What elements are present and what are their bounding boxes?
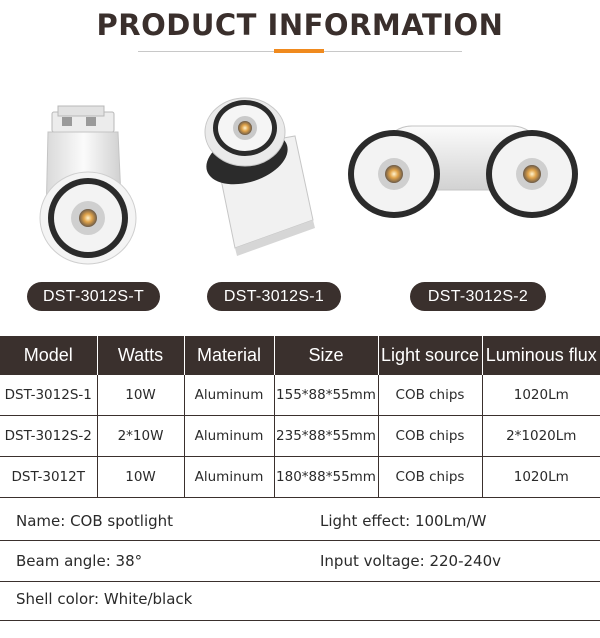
page-title: PRODUCT INFORMATION — [96, 8, 504, 42]
info-input-voltage: Input voltage: 220-240v — [320, 552, 502, 570]
table-cell: Aluminum — [184, 375, 274, 416]
table-cell: 1020Lm — [482, 457, 600, 498]
table-cell: 1020Lm — [482, 375, 600, 416]
table-row — [0, 416, 600, 457]
info-divider — [0, 540, 600, 541]
table-cell: 155*88*55mm — [274, 375, 378, 416]
product-label-pill: DST-3012S-1 — [207, 282, 341, 311]
column-header: Watts — [97, 336, 184, 375]
column-header: Size — [274, 336, 378, 375]
table-cell: 180*88*55mm — [274, 457, 378, 498]
info-beam-angle: Beam angle: 38° — [16, 552, 143, 570]
table-header-row — [0, 336, 600, 375]
table-cell: DST-3012S-1 — [0, 375, 97, 416]
column-header: Model — [0, 336, 97, 375]
surface-spotlight-image — [195, 88, 330, 258]
column-header: Light source — [378, 336, 482, 375]
column-header: Material — [184, 336, 274, 375]
table-cell: 10W — [97, 375, 184, 416]
info-divider — [0, 581, 600, 582]
info-divider — [0, 620, 600, 621]
table-cell: DST-3012S-2 — [0, 416, 97, 457]
info-shell-color: Shell color: White/black — [16, 590, 193, 608]
table-cell: 235*88*55mm — [274, 416, 378, 457]
info-name: Name: COB spotlight — [16, 512, 174, 530]
table-cell: DST-3012T — [0, 457, 97, 498]
title-accent-bar — [274, 49, 324, 53]
spec-table — [0, 336, 600, 498]
product-label-pill: DST-3012S-2 — [410, 282, 546, 311]
table-cell: COB chips — [378, 375, 482, 416]
table-row — [0, 457, 600, 498]
track-spotlight-image — [30, 100, 160, 275]
table-cell: 10W — [97, 457, 184, 498]
info-light-effect: Light effect: 100Lm/W — [320, 512, 487, 530]
table-cell: Aluminum — [184, 457, 274, 498]
table-cell: 2*1020Lm — [482, 416, 600, 457]
column-header: Luminous flux — [482, 336, 600, 375]
table-cell: COB chips — [378, 457, 482, 498]
table-cell: 2*10W — [97, 416, 184, 457]
table-row — [0, 375, 600, 416]
table-cell: Aluminum — [184, 416, 274, 457]
product-label-pill: DST-3012S-T — [27, 282, 160, 311]
double-spotlight-image — [342, 118, 582, 228]
table-cell: COB chips — [378, 416, 482, 457]
